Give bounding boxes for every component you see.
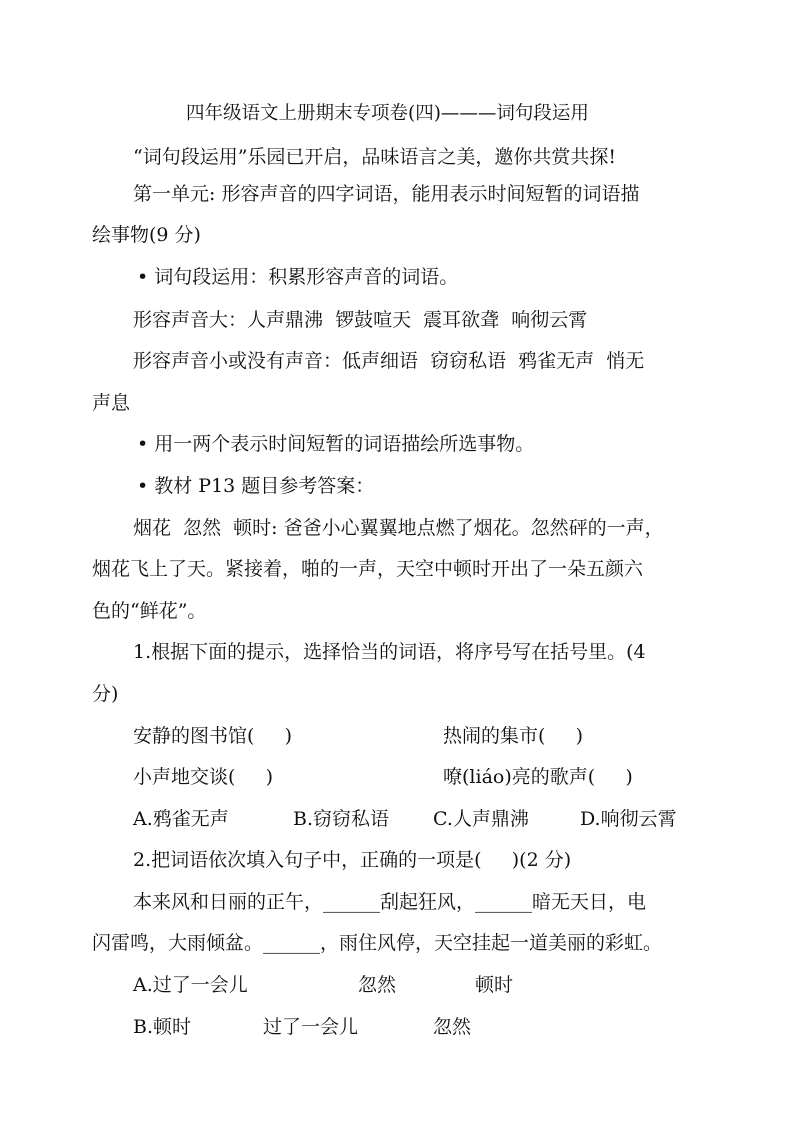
question1-stem-line2: 分) bbox=[92, 683, 119, 705]
question1-item-market: 热闹的集市( ) bbox=[443, 725, 584, 747]
question2-option-a-word1: A.过了一会儿 bbox=[133, 974, 248, 996]
question1-option-c: C.人声鼎沸 bbox=[433, 808, 529, 830]
bullet-short-time-words: • 用一两个表示时间短暂的词语描绘所选事物。 bbox=[137, 433, 535, 455]
question2-sentence-line2: 闪雷鸣，大雨倾盆。______，雨住风停，天空挂起一道美丽的彩虹。 bbox=[92, 932, 663, 954]
answer-line2: 烟花飞上了天。紧接着，啪的一声，天空中顿时开出了一朵五颜六 bbox=[92, 558, 644, 580]
quiet-sound-words-line1: 形容声音小或没有声音：低声细语 窃窃私语 鸦雀无声 悄无 bbox=[133, 350, 645, 372]
page-title: 四年级语文上册期末专项卷(四)———词句段运用 bbox=[186, 103, 589, 124]
loud-sound-words: 形容声音大：人声鼎沸 锣鼓喧天 震耳欲聋 响彻云霄 bbox=[133, 309, 588, 331]
unit1-heading-line2: 绘事物(9 分) bbox=[92, 224, 201, 246]
question2-sentence-line1: 本来风和日丽的正午，______刮起狂风，______暗无天日，电 bbox=[133, 891, 647, 913]
bullet-accumulate-words: • 词句段运用：积累形容声音的词语。 bbox=[137, 266, 459, 288]
question1-option-b: B.窃窃私语 bbox=[293, 808, 390, 830]
question1-option-a: A.鸦雀无声 bbox=[133, 808, 229, 830]
question1-item-library: 安静的图书馆( ) bbox=[133, 725, 293, 747]
question1-option-d: D.响彻云霄 bbox=[580, 808, 677, 830]
unit1-heading-line1: 第一单元: 形容声音的四字词语，能用表示时间短暂的词语描 bbox=[133, 183, 640, 205]
question1-stem-line1: 1.根据下面的提示，选择恰当的词语，将序号写在括号里。(4 bbox=[133, 641, 646, 663]
question2-option-a-word3: 顿时 bbox=[475, 974, 514, 996]
question1-item-whisper: 小声地交谈( ) bbox=[133, 766, 274, 788]
answer-line3: 色的“鲜花”。 bbox=[92, 600, 207, 622]
quiet-sound-words-line2: 声息 bbox=[92, 392, 131, 414]
question1-item-song: 嘹(liáo)亮的歌声( ) bbox=[443, 766, 633, 788]
question2-option-b-word3: 忽然 bbox=[433, 1016, 472, 1038]
question2-option-a-word2: 忽然 bbox=[358, 974, 397, 996]
intro-text: “词句段运用”乐园已开启，品味语言之美，邀你共赏共探! bbox=[133, 146, 617, 168]
bullet-textbook-answer: • 教材 P13 题目参考答案： bbox=[137, 475, 375, 497]
question2-stem: 2.把词语依次填入句子中，正确的一项是( )(2 分) bbox=[133, 849, 572, 871]
answer-line1: 烟花 忽然 顿时: 爸爸小心翼翼地点燃了烟花。忽然砰的一声， bbox=[133, 517, 664, 539]
question2-option-b-word1: B.顿时 bbox=[133, 1016, 192, 1038]
question2-option-b-word2: 过了一会儿 bbox=[263, 1016, 359, 1038]
